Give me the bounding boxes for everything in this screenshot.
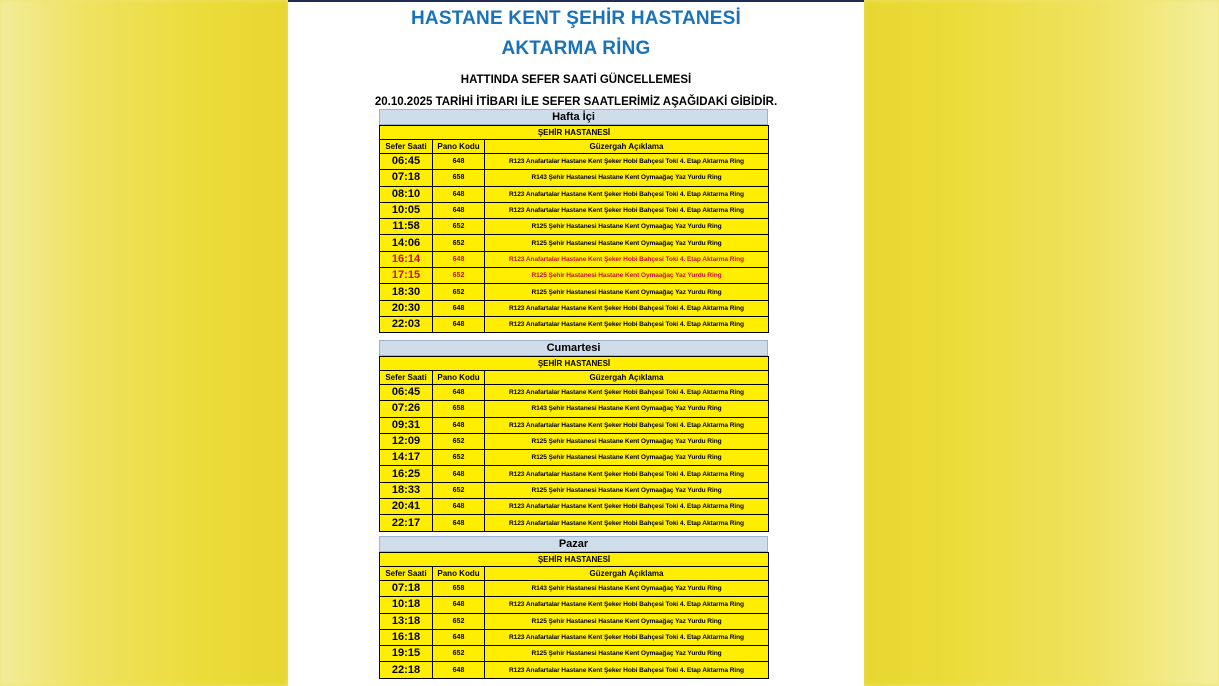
table-row [380,170,769,186]
schedule-table [379,356,769,532]
board-code: 648 [433,300,485,316]
table-row [380,316,769,332]
section-sunday [379,536,768,679]
board-code: 648 [433,186,485,202]
location-cell: ŞEHİR HASTANESİ [380,357,769,371]
board-code: 648 [433,499,485,515]
board-code: 648 [433,385,485,401]
route-description: R143 Şehir Hastanesi Hastane Kent Oymaağaç Yaz Yurdu Ring [485,170,769,186]
route-description: R123 Anafartalar Hastane Kent Şeker Hobi Bahçesi Toki 4. Etap Aktarma Ring [485,251,769,267]
table-row [380,235,769,251]
board-code: 658 [433,581,485,597]
header-row [380,567,769,581]
document-subtitle-line2: 20.10.2025 TARİHİ İTİBARI İLE SEFER SAATLERİMİZ AŞAĞIDAKİ GİBİDİR. [374,96,778,108]
board-code: 648 [433,154,485,170]
board-code: 648 [433,466,485,482]
board-code: 652 [433,433,485,449]
table-row [380,646,769,662]
table-row [380,219,769,235]
departure-time: 22:03 [380,316,433,332]
route-description: R123 Anafartalar Hastane Kent Şeker Hobi Bahçesi Toki 4. Etap Aktarma Ring [485,466,769,482]
departure-time: 16:14 [380,251,433,267]
departure-time: 10:18 [380,597,433,613]
board-code: 648 [433,251,485,267]
route-description: R143 Şehir Hastanesi Hastane Kent Oymaağaç Yaz Yurdu Ring [485,581,769,597]
departure-time: 07:18 [380,581,433,597]
location-row [380,126,769,140]
board-code: 658 [433,170,485,186]
departure-time: 07:26 [380,401,433,417]
board-code: 652 [433,284,485,300]
table-row [380,417,769,433]
table-row [380,613,769,629]
header-time: Sefer Saati [380,371,433,385]
departure-time: 14:17 [380,450,433,466]
board-code: 648 [433,316,485,332]
departure-time: 07:18 [380,170,433,186]
table-row [380,300,769,316]
board-code: 648 [433,515,485,531]
table-row [380,597,769,613]
route-description: R123 Anafartalar Hastane Kent Şeker Hobi Bahçesi Toki 4. Etap Aktarma Ring [485,417,769,433]
board-code: 652 [433,219,485,235]
table-row [380,251,769,267]
departure-time: 16:18 [380,629,433,645]
section-title: Hafta İçi [379,109,768,125]
header-code: Pano Kodu [433,371,485,385]
board-code: 648 [433,662,485,678]
board-code: 652 [433,450,485,466]
table-row [380,499,769,515]
location-cell: ŞEHİR HASTANESİ [380,126,769,140]
route-description: R123 Anafartalar Hastane Kent Şeker Hobi Bahçesi Toki 4. Etap Aktarma Ring [485,385,769,401]
route-description: R123 Anafartalar Hastane Kent Şeker Hobi Bahçesi Toki 4. Etap Aktarma Ring [485,597,769,613]
table-row [380,401,769,417]
departure-time: 12:09 [380,433,433,449]
route-description: R125 Şehir Hastanesi Hastane Kent Oymaağaç Yaz Yurdu Ring [485,219,769,235]
board-code: 652 [433,613,485,629]
route-description: R123 Anafartalar Hastane Kent Şeker Hobi Bahçesi Toki 4. Etap Aktarma Ring [485,662,769,678]
blurred-background-left [0,0,288,686]
document-title-line2: AKTARMA RİNG [501,38,651,59]
departure-time: 20:41 [380,499,433,515]
document-subtitle-line1: HATTINDA SEFER SAATİ GÜNCELLEMESİ [460,74,692,86]
board-code: 652 [433,482,485,498]
location-row [380,357,769,371]
location-row [380,553,769,567]
board-code: 648 [433,202,485,218]
route-description: R125 Şehir Hastanesi Hastane Kent Oymaağaç Yaz Yurdu Ring [485,433,769,449]
document-title-line1: HASTANE KENT ŞEHİR HASTANESİ [410,8,742,29]
board-code: 652 [433,268,485,284]
table-row [380,466,769,482]
departure-time: 14:06 [380,235,433,251]
header-route: Güzergah Açıklama [485,371,769,385]
schedule-table [379,552,769,679]
route-description: R125 Şehir Hastanesi Hastane Kent Oymaağaç Yaz Yurdu Ring [485,613,769,629]
table-row [380,385,769,401]
blurred-background-right [863,0,1219,686]
route-description: R125 Şehir Hastanesi Hastane Kent Oymaağaç Yaz Yurdu Ring [485,284,769,300]
departure-time: 20:30 [380,300,433,316]
departure-time: 08:10 [380,186,433,202]
route-description: R123 Anafartalar Hastane Kent Şeker Hobi Bahçesi Toki 4. Etap Aktarma Ring [485,499,769,515]
table-row [380,202,769,218]
board-code: 652 [433,235,485,251]
section-title: Pazar [379,536,768,552]
header-route: Güzergah Açıklama [485,140,769,154]
route-description: R125 Şehir Hastanesi Hastane Kent Oymaağaç Yaz Yurdu Ring [485,646,769,662]
table-row [380,515,769,531]
table-row [380,482,769,498]
departure-time: 13:18 [380,613,433,629]
board-code: 648 [433,417,485,433]
board-code: 648 [433,597,485,613]
departure-time: 19:15 [380,646,433,662]
table-row [380,629,769,645]
route-description: R123 Anafartalar Hastane Kent Şeker Hobi Bahçesi Toki 4. Etap Aktarma Ring [485,202,769,218]
table-row [380,154,769,170]
schedule-table [379,125,769,333]
route-description: R125 Şehir Hastanesi Hastane Kent Oymaağaç Yaz Yurdu Ring [485,235,769,251]
header-row [380,140,769,154]
route-description: R125 Şehir Hastanesi Hastane Kent Oymaağaç Yaz Yurdu Ring [485,450,769,466]
section-saturday [379,340,768,532]
departure-time: 18:30 [380,284,433,300]
header-route: Güzergah Açıklama [485,567,769,581]
departure-time: 10:05 [380,202,433,218]
table-row [380,450,769,466]
route-description: R123 Anafartalar Hastane Kent Şeker Hobi Bahçesi Toki 4. Etap Aktarma Ring [485,316,769,332]
departure-time: 06:45 [380,385,433,401]
route-description: R123 Anafartalar Hastane Kent Şeker Hobi Bahçesi Toki 4. Etap Aktarma Ring [485,515,769,531]
header-code: Pano Kodu [433,567,485,581]
schedule-document [288,0,864,686]
route-description: R143 Şehir Hastanesi Hastane Kent Oymaağaç Yaz Yurdu Ring [485,401,769,417]
table-row [380,284,769,300]
route-description: R123 Anafartalar Hastane Kent Şeker Hobi Bahçesi Toki 4. Etap Aktarma Ring [485,186,769,202]
header-code: Pano Kodu [433,140,485,154]
table-row [380,186,769,202]
header-time: Sefer Saati [380,140,433,154]
board-code: 648 [433,629,485,645]
departure-time: 17:15 [380,268,433,284]
table-row [380,662,769,678]
departure-time: 22:18 [380,662,433,678]
departure-time: 16:25 [380,466,433,482]
location-cell: ŞEHİR HASTANESİ [380,553,769,567]
board-code: 652 [433,646,485,662]
header-row [380,371,769,385]
route-description: R125 Şehir Hastanesi Hastane Kent Oymaağaç Yaz Yurdu Ring [485,482,769,498]
section-title: Cumartesi [379,340,768,356]
route-description: R125 Şehir Hastanesi Hastane Kent Oymaağaç Yaz Yurdu Ring [485,268,769,284]
departure-time: 22:17 [380,515,433,531]
route-description: R123 Anafartalar Hastane Kent Şeker Hobi Bahçesi Toki 4. Etap Aktarma Ring [485,300,769,316]
departure-time: 09:31 [380,417,433,433]
table-row [380,268,769,284]
departure-time: 06:45 [380,154,433,170]
table-row [380,433,769,449]
route-description: R123 Anafartalar Hastane Kent Şeker Hobi Bahçesi Toki 4. Etap Aktarma Ring [485,629,769,645]
table-row [380,581,769,597]
header-time: Sefer Saati [380,567,433,581]
route-description: R123 Anafartalar Hastane Kent Şeker Hobi Bahçesi Toki 4. Etap Aktarma Ring [485,154,769,170]
departure-time: 11:58 [380,219,433,235]
section-weekday [379,109,768,333]
departure-time: 18:33 [380,482,433,498]
board-code: 658 [433,401,485,417]
